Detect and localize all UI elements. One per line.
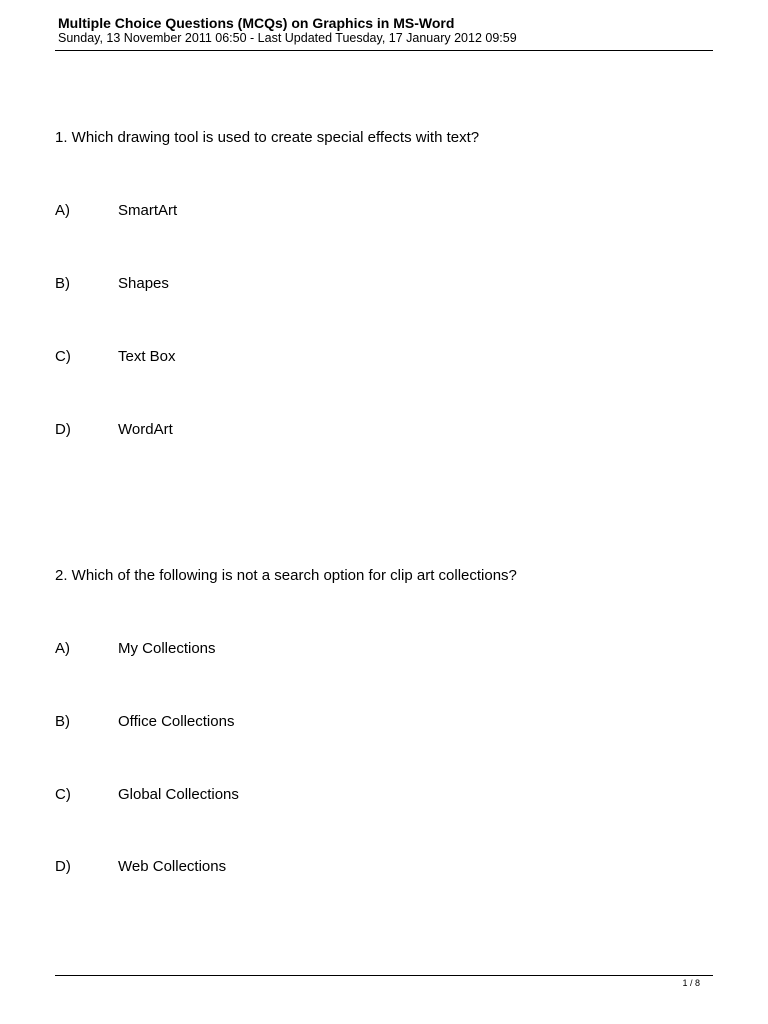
question-1-option-a-letter: A) — [55, 202, 70, 219]
question-1-option-b-text: Shapes — [118, 275, 169, 292]
question-1-option-c-text: Text Box — [118, 348, 176, 365]
question-2-option-a-text: My Collections — [118, 640, 216, 657]
question-2-option-d-letter: D) — [55, 858, 71, 875]
question-1-option-a-text: SmartArt — [118, 202, 178, 219]
question-2-option-b-letter: B) — [55, 713, 70, 730]
question-1-option-d-letter: D) — [55, 421, 71, 438]
document-dates: Sunday, 13 November 2011 06:50 - Last Updated Tuesday, 17 January 2012 09:59 — [58, 31, 517, 45]
header-divider — [55, 50, 713, 51]
page-number: 1 / 8 — [682, 978, 700, 988]
question-2-option-c-letter: C) — [55, 786, 71, 803]
question-1-text: 1. Which drawing tool is used to create special effects with text? — [55, 129, 480, 146]
document-title: Multiple Choice Questions (MCQs) on Graphics in MS-Word — [58, 15, 455, 31]
question-1-option-d-text: WordArt — [118, 421, 173, 438]
question-2-option-c-text: Global Collections — [118, 786, 239, 803]
question-1-option-b-letter: B) — [55, 275, 70, 292]
footer-divider — [55, 975, 713, 976]
question-1-option-c-letter: C) — [55, 348, 71, 365]
question-2-option-b-text: Office Collections — [118, 713, 235, 730]
question-2-option-d-text: Web Collections — [118, 858, 227, 875]
question-2-option-a-letter: A) — [55, 640, 70, 657]
question-2-text: 2. Which of the following is not a search option for clip art collections? — [55, 567, 517, 584]
